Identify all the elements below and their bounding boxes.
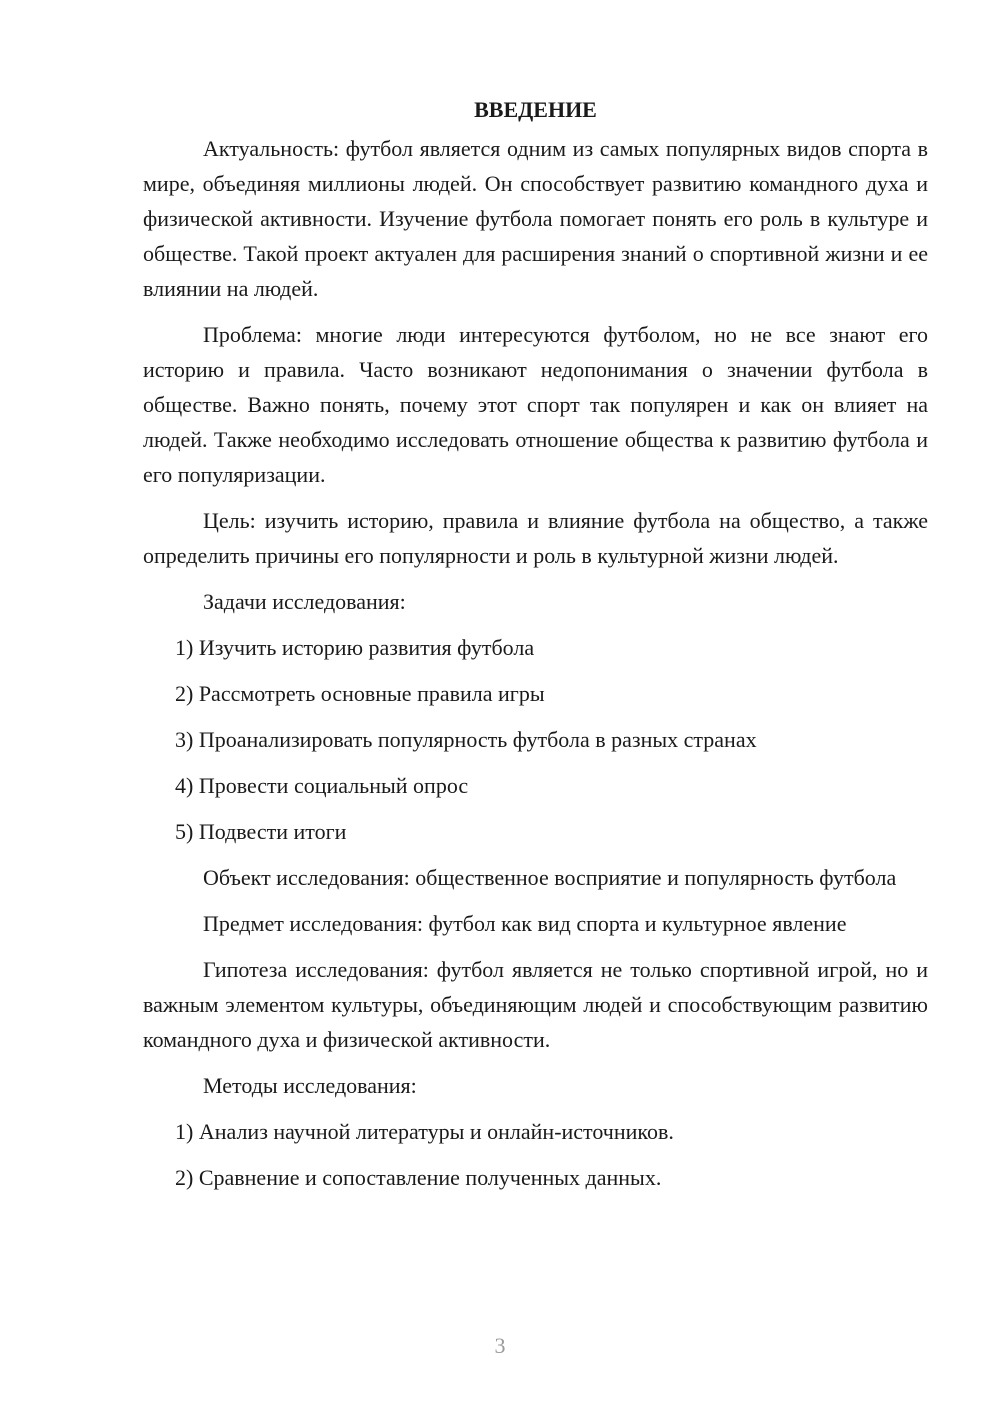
- hypothesis-paragraph: Гипотеза исследования: футбол является не только спортивной игрой, но и важным элементом культуры, объединяющим людей и способствующим развитию командного духа и физической активности.: [143, 957, 928, 1052]
- task-item: 3) Проанализировать популярность футбола в разных странах: [175, 727, 757, 752]
- document-page: [143, 92, 928, 1206]
- task-item: 5) Подвести итоги: [175, 819, 347, 844]
- object-paragraph: Объект исследования: общественное восприятие и популярность футбола: [203, 865, 897, 890]
- subject-paragraph: Предмет исследования: футбол как вид спорта и культурное явление: [203, 911, 847, 936]
- section-title: ВВЕДЕНИЕ: [474, 97, 597, 122]
- goal-paragraph: Цель: изучить историю, правила и влияние футбола на общество, а также определить причины его популярности и роль в культурной жизни людей.: [143, 508, 928, 568]
- task-item: 2) Рассмотреть основные правила игры: [175, 681, 545, 706]
- tasks-heading: Задачи исследования:: [203, 589, 406, 614]
- page-number: 3: [494, 1333, 506, 1358]
- method-item: 2) Сравнение и сопоставление полученных данных.: [175, 1165, 662, 1190]
- task-item: 4) Провести социальный опрос: [175, 773, 469, 798]
- methods-heading: Методы исследования:: [203, 1073, 417, 1098]
- problem-paragraph: Проблема: многие люди интересуются футболом, но не все знают его историю и правила. Часто возникают недопонимания о значении футбола в обществе. Важно понять, почему этот спорт так популярен и как он влияет на людей. Также необходимо исследовать отношение общества к развитию футбола и его популяризации.: [143, 322, 928, 487]
- method-item: 1) Анализ научной литературы и онлайн-источников.: [175, 1119, 674, 1144]
- relevance-paragraph: Актуальность: футбол является одним из самых популярных видов спорта в мире, объединяя миллионы людей. Он способствует развитию командного духа и физической активности. Изучение футбола помогает понять его роль в культуре и обществе. Такой проект актуален для расширения знаний о спортивной жизни и ее влиянии на людей.: [143, 136, 928, 301]
- task-item: 1) Изучить историю развития футбола: [175, 635, 535, 660]
